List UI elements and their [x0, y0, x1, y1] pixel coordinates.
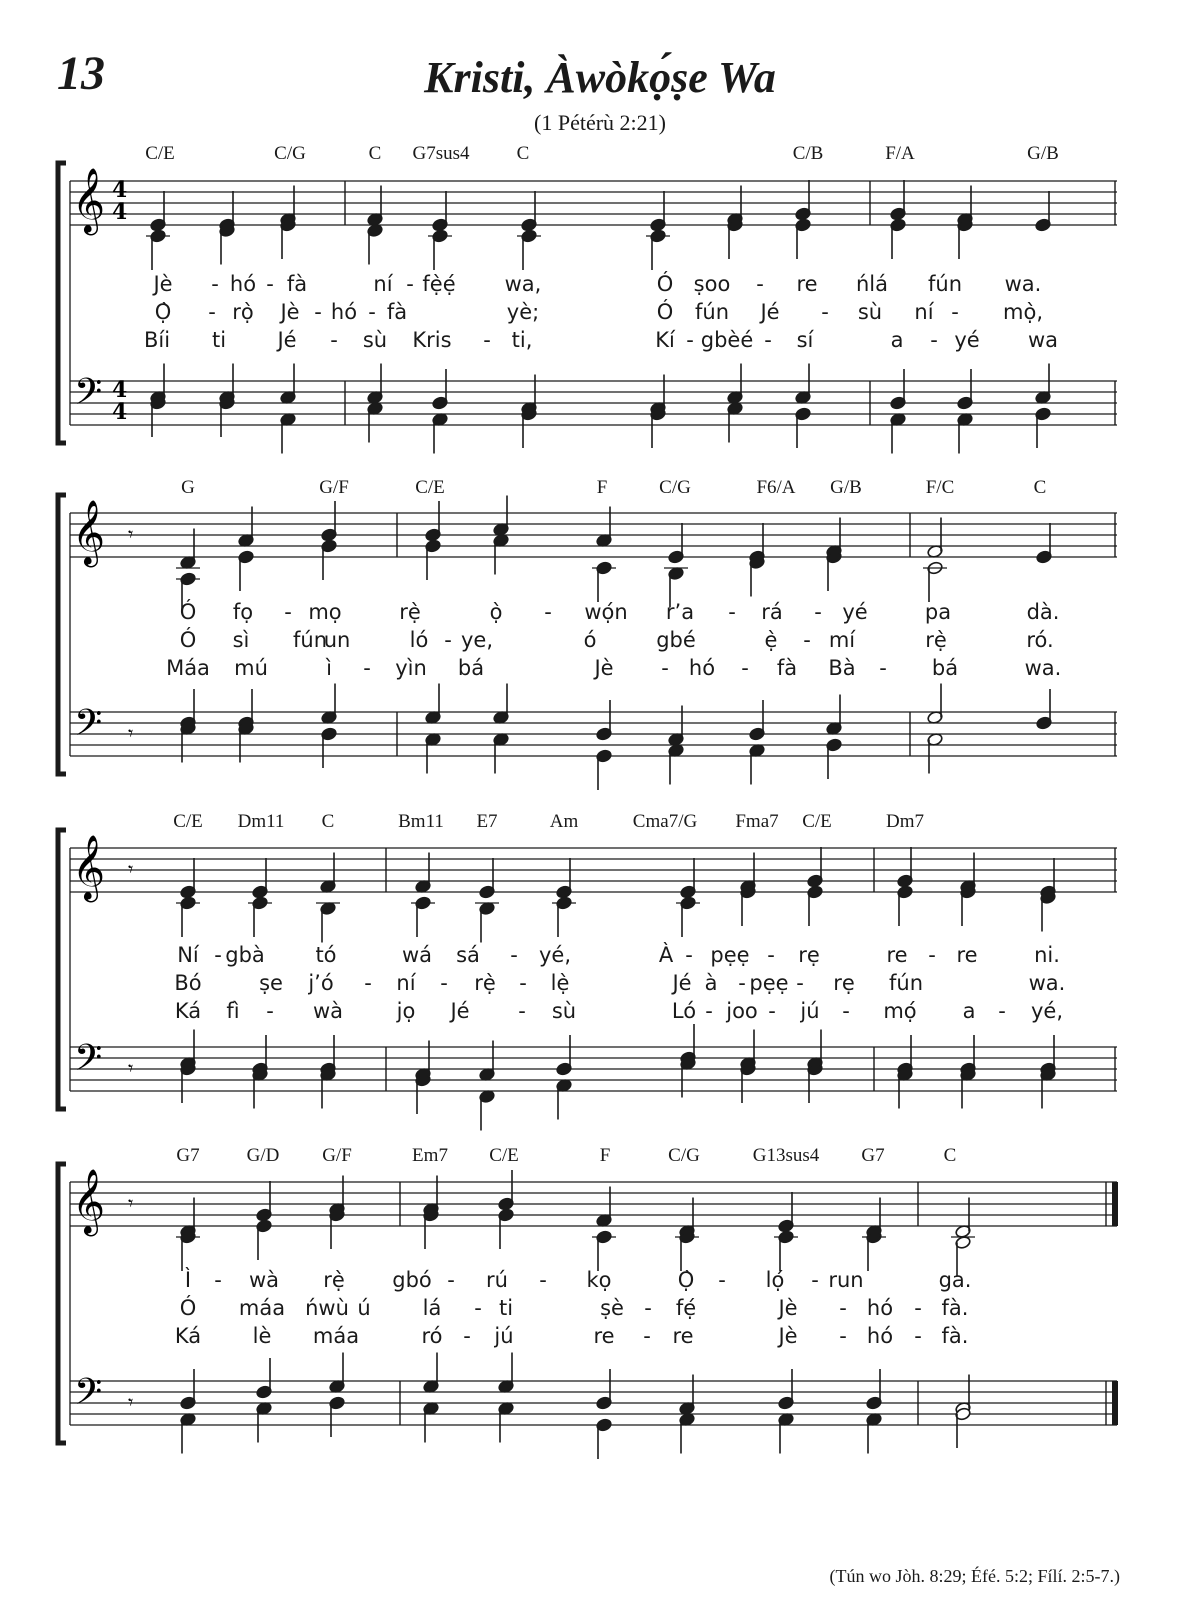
treble-note	[774, 1230, 798, 1244]
lyric-syllable: -	[474, 1296, 482, 1320]
lyric-syllable: -	[767, 943, 775, 967]
lyric-syllable: -	[686, 328, 694, 352]
lyric-syllable: -	[539, 1268, 547, 1292]
lyric-syllable: ló	[409, 628, 429, 652]
lyric-syllable: fà	[776, 656, 798, 680]
lyric-syllable: dà.	[1026, 600, 1060, 624]
lyric-syllable: ú	[357, 1296, 371, 1320]
lyric-syllable: ti	[498, 1296, 514, 1320]
lyric-syllable: un	[323, 628, 351, 652]
lyric-syllable: lọ́	[765, 1268, 785, 1292]
system-bracket	[58, 830, 66, 1109]
treble-note	[176, 1230, 200, 1244]
lyric-syllable: Ká	[174, 999, 202, 1023]
lyric-syllable: -	[214, 1268, 222, 1292]
treble-note	[248, 896, 272, 910]
lyric-syllable: a	[962, 999, 976, 1023]
bass-staff	[70, 1047, 1117, 1091]
lyric-syllable: ní	[396, 971, 416, 995]
treble-note	[664, 566, 688, 580]
lyric-syllable: Jè	[778, 1324, 798, 1348]
lyric-syllable: rẹ̀	[323, 1268, 345, 1292]
time-signature: 4	[112, 199, 128, 225]
chord-symbol: C	[943, 1145, 957, 1166]
bass-clef-icon: 𝄢	[74, 702, 103, 753]
chord-symbol: F6/A	[756, 477, 796, 498]
lyric-syllable: Ọ̀	[154, 300, 172, 324]
lyric-syllable: yìn	[395, 656, 427, 680]
chord-symbol: C/E	[802, 811, 832, 832]
chord-symbol: F/A	[885, 143, 915, 164]
lyric-syllable: -	[879, 656, 887, 680]
lyric-syllable: -	[728, 600, 736, 624]
treble-note	[176, 568, 200, 586]
lyric-syllable: ró.	[1026, 628, 1054, 652]
lyric-syllable: -	[643, 1324, 651, 1348]
treble-note	[176, 896, 200, 910]
lyric-syllable: rẹ	[833, 971, 855, 995]
lyric-syllable: fà.	[941, 1324, 969, 1348]
lyric-syllable: lẹ̀	[550, 971, 570, 995]
chord-symbol: C/E	[415, 477, 445, 498]
lyric-syllable: re	[672, 1324, 694, 1348]
lyric-syllable: Ní	[177, 943, 199, 967]
lyric-syllable: mọ̀,	[1003, 300, 1043, 324]
lyric-syllable: Bíi	[143, 328, 171, 352]
system-bracket	[58, 1164, 66, 1443]
lyric-syllable: lá	[422, 1296, 442, 1320]
lyric-syllable: -	[764, 328, 772, 352]
lyric-syllable: tó	[315, 943, 337, 967]
lyric-syllable: -	[839, 1296, 847, 1320]
chord-symbol: C	[516, 143, 530, 164]
chord-symbol: G/F	[319, 477, 349, 498]
lyric-syllable: -	[364, 971, 372, 995]
scripture-reference: (1 Pétérù 2:21)	[534, 110, 666, 135]
lyric-syllable: ńlá	[855, 272, 889, 296]
lyric-syllable: -	[314, 300, 322, 324]
lyric-syllable: Jè	[153, 272, 173, 296]
lyric-syllable: -	[510, 943, 518, 967]
lyric-syllable: -	[803, 628, 811, 652]
lyric-syllable: sù	[857, 300, 883, 324]
lyric-syllable: r’a	[665, 600, 695, 624]
lyric-syllable: jú	[494, 1324, 514, 1348]
lyric-syllable: Ó	[179, 628, 197, 652]
lyric-syllable: à	[704, 971, 718, 995]
lyric-syllable: Jè	[778, 1296, 798, 1320]
treble-note	[517, 229, 541, 243]
lyric-syllable: máa	[238, 1296, 286, 1320]
lyric-syllable: Jé	[277, 328, 297, 352]
bass-clef-icon: 𝄢	[74, 371, 103, 422]
lyric-syllable: Bà	[828, 656, 856, 680]
lyric-syllable: -	[544, 600, 552, 624]
lyric-syllable: -	[266, 272, 274, 296]
lyric-syllable: fà.	[941, 1296, 969, 1320]
lyric-syllable: rẹ̀	[399, 600, 421, 624]
lyric-syllable: ga.	[938, 1268, 972, 1292]
lyric-syllable: fọ	[232, 600, 254, 624]
lyric-syllable: -	[518, 999, 526, 1023]
lyric-syllable: re	[886, 943, 908, 967]
lyric-syllable: -	[796, 971, 804, 995]
chord-symbol: Dm11	[237, 811, 285, 832]
lyric-syllable: fẹ́	[675, 1296, 697, 1320]
lyric-syllable: fún	[694, 300, 730, 324]
lyric-syllable: fà	[386, 300, 408, 324]
treble-note	[428, 229, 452, 243]
treble-note	[316, 901, 340, 915]
lyric-syllable: re	[593, 1324, 615, 1348]
lyric-syllable: rọ̀	[232, 300, 254, 324]
time-signature: 4	[112, 177, 128, 203]
lyric-syllable: wọ́n	[584, 600, 628, 624]
lyric-syllable: -	[368, 300, 376, 324]
lyric-syllable: Jé	[450, 999, 470, 1023]
chord-symbol: C	[368, 143, 382, 164]
lyric-syllable: mí	[828, 628, 856, 652]
lyric-syllable: -	[483, 328, 491, 352]
lyric-syllable: -	[463, 1324, 471, 1348]
lyric-syllable: wa.	[1004, 272, 1042, 296]
treble-note	[923, 561, 947, 575]
lyric-syllable: ọ̀	[489, 600, 503, 624]
lyric-syllable: -	[951, 300, 959, 324]
lyric-syllable: Jè	[280, 300, 300, 324]
chord-symbol: G/B	[830, 477, 862, 498]
treble-note	[592, 561, 616, 575]
lyric-syllable: mọ́	[883, 999, 917, 1023]
chord-symbol: F/C	[925, 477, 955, 498]
lyric-syllable: wá	[401, 943, 433, 967]
lyric-syllable: -	[998, 999, 1006, 1023]
chord-symbol: C/E	[173, 811, 203, 832]
lyric-syllable: ṣe	[259, 971, 283, 995]
lyric-syllable: yè;	[506, 300, 540, 324]
lyric-syllable: Ó	[179, 1296, 197, 1320]
lyric-syllable: fún	[888, 971, 924, 995]
lyric-syllable: -	[266, 999, 274, 1023]
lyric-syllable: ti,	[511, 328, 533, 352]
eighth-rest-icon: 𝄾	[128, 1390, 134, 1414]
lyric-syllable: -	[363, 656, 371, 680]
lyric-syllable: jú	[800, 999, 820, 1023]
lyric-syllable: fún	[927, 272, 963, 296]
lyric-syllable: Ló	[671, 999, 697, 1023]
lyric-syllable: wà	[312, 999, 344, 1023]
chord-symbol: C/G	[659, 477, 691, 498]
lyric-syllable: Kí	[655, 328, 675, 352]
chord-symbol: C	[321, 811, 335, 832]
lyric-syllable: bá	[457, 656, 485, 680]
lyric-syllable: Kris	[412, 328, 452, 352]
lyric-syllable: ní	[373, 272, 393, 296]
chord-symbol: Am	[549, 811, 579, 832]
lyric-syllable: hó	[229, 272, 257, 296]
lyric-syllable: rú	[486, 1268, 508, 1292]
lyric-syllable: Ọ̀	[677, 1268, 695, 1292]
treble-note	[951, 1235, 975, 1249]
lyric-syllable: fẹ̀ẹ́	[422, 272, 456, 296]
treble-staff	[70, 1182, 1117, 1226]
lyric-syllable: lè	[252, 1324, 272, 1348]
bass-clef-icon: 𝄢	[74, 1371, 103, 1422]
eighth-rest-icon: 𝄾	[128, 522, 134, 546]
lyric-syllable: Máa	[166, 656, 210, 680]
treble-clef-icon: 𝄞	[72, 835, 106, 900]
song-title: Kristi, Àwòkọ́ṣe Wa	[424, 53, 776, 102]
lyric-syllable: -	[330, 328, 338, 352]
lyric-syllable: sí	[796, 328, 814, 352]
lyric-syllable: ti	[211, 328, 227, 352]
lyric-syllable: pẹẹ	[749, 971, 789, 995]
lyric-syllable: Jè	[594, 656, 614, 680]
treble-note	[552, 896, 576, 910]
lyric-syllable: -	[839, 1324, 847, 1348]
bass-clef-icon: 𝄢	[74, 1037, 103, 1088]
lyric-syllable: -	[718, 1268, 726, 1292]
lyric-syllable: joo	[726, 999, 758, 1023]
lyric-syllable: sá	[456, 943, 480, 967]
time-signature: 4	[112, 377, 128, 403]
lyric-syllable: Ó	[179, 600, 197, 624]
chord-symbol: G/D	[246, 1145, 280, 1166]
lyric-syllable: ni.	[1034, 943, 1060, 967]
lyric-syllable: -	[768, 999, 776, 1023]
lyric-syllable: Jé	[672, 971, 692, 995]
lyric-syllable: -	[284, 600, 292, 624]
lyric-syllable: yé,	[538, 943, 572, 967]
treble-note	[146, 229, 170, 243]
lyric-syllable: -	[440, 971, 448, 995]
lyric-syllable: j’ó	[308, 971, 334, 995]
lyric-syllable: hó	[330, 300, 358, 324]
lyric-syllable: gbé	[656, 628, 696, 652]
lyric-syllable: sù	[551, 999, 577, 1023]
chord-symbol: Em7	[412, 1145, 448, 1166]
system-bracket	[58, 163, 66, 443]
lyric-syllable: wà	[248, 1268, 280, 1292]
lyric-syllable: -	[447, 1268, 455, 1292]
lyric-syllable: Ká	[174, 1324, 202, 1348]
eighth-rest-icon: 𝄾	[128, 721, 134, 745]
chord-symbol: G/F	[322, 1145, 352, 1166]
treble-note	[862, 1230, 886, 1244]
lyric-syllable: -	[519, 971, 527, 995]
chord-symbol: Fma7	[735, 811, 779, 832]
chord-symbol: C/E	[145, 143, 175, 164]
lyric-syllable: Ó	[656, 272, 674, 296]
lyric-syllable: -	[211, 272, 219, 296]
lyric-syllable: mọ	[308, 600, 342, 624]
chord-symbol: G/B	[1027, 143, 1059, 164]
lyric-syllable: ó	[583, 628, 597, 652]
lyric-syllable: re	[796, 272, 818, 296]
lyric-syllable: -	[811, 1268, 819, 1292]
chord-symbol: C/G	[668, 1145, 700, 1166]
lyric-syllable: Ó	[656, 300, 674, 324]
lyric-syllable: yé	[842, 600, 868, 624]
lyric-syllable: -	[914, 1296, 922, 1320]
lyric-syllable: pẹẹ	[710, 943, 750, 967]
lyric-syllable: rẹ̀	[474, 971, 496, 995]
lyric-syllable: ní	[914, 300, 934, 324]
lyric-syllable: sì	[232, 628, 250, 652]
chord-symbol: F	[596, 477, 608, 498]
chord-symbol: C/G	[274, 143, 306, 164]
lyric-syllable: sù	[362, 328, 388, 352]
lyric-syllable: -	[705, 999, 713, 1023]
eighth-rest-icon: 𝄾	[128, 1056, 134, 1080]
lyric-syllable: ì	[326, 656, 332, 680]
chord-symbol: G	[181, 477, 195, 498]
song-number: 13	[57, 47, 105, 100]
lyric-syllable: yé,	[1030, 999, 1064, 1023]
lyric-syllable: ńwù	[305, 1296, 349, 1320]
lyric-syllable: rá	[761, 600, 783, 624]
lyric-syllable: a	[890, 328, 904, 352]
lyric-syllable: ró	[421, 1324, 443, 1348]
lyric-syllable: wa.	[1028, 971, 1066, 995]
lyric-syllable: -	[208, 300, 216, 324]
footer-references: (Tún wo Jòh. 8:29; Éfé. 5:2; Fílí. 2:5-7.)	[829, 1566, 1120, 1586]
lyric-syllable: yé	[954, 328, 980, 352]
lyric-syllable: -	[738, 971, 746, 995]
chord-symbol: C/E	[489, 1145, 519, 1166]
lyric-syllable: Jé	[760, 300, 780, 324]
lyric-syllable: -	[814, 600, 822, 624]
lyric-syllable: ṣè	[600, 1296, 624, 1320]
lyric-syllable: -	[444, 628, 452, 652]
lyric-syllable: wa.	[1024, 656, 1062, 680]
treble-clef-icon: 𝄞	[72, 1169, 106, 1234]
chord-symbol: C	[1033, 477, 1047, 498]
lyric-syllable: Ì	[184, 1268, 192, 1292]
treble-note	[411, 896, 435, 910]
lyric-syllable: gbèé	[700, 328, 754, 352]
chord-symbol: Bm11	[398, 811, 444, 832]
treble-note	[475, 901, 499, 915]
lyric-syllable: -	[821, 300, 829, 324]
lyric-syllable: fà	[286, 272, 308, 296]
lyric-syllable: re	[956, 943, 978, 967]
lyric-syllable: -	[914, 1324, 922, 1348]
lyric-syllable: Bó	[174, 971, 202, 995]
lyric-syllable: pa	[924, 600, 952, 624]
treble-note	[675, 1230, 699, 1244]
chord-symbol: F	[599, 1145, 611, 1166]
chord-symbol: G13sus4	[752, 1145, 820, 1166]
lyric-syllable: mú	[234, 656, 268, 680]
lyric-syllable: -	[741, 656, 749, 680]
lyric-syllable: -	[406, 272, 414, 296]
treble-clef-icon: 𝄞	[72, 500, 106, 565]
lyric-syllable: wa	[1027, 328, 1059, 352]
lyric-syllable: gbà	[225, 943, 265, 967]
lyric-syllable: wa,	[504, 272, 542, 296]
lyric-syllable: ṣoo	[693, 272, 731, 296]
lyric-syllable: hó	[866, 1296, 894, 1320]
lyric-syllable: -	[756, 272, 764, 296]
treble-clef-icon: 𝄞	[72, 168, 106, 233]
chord-symbol: Cma7/G	[632, 811, 698, 832]
lyric-syllable: -	[685, 943, 693, 967]
lyric-syllable: máa	[312, 1324, 360, 1348]
eighth-rest-icon: 𝄾	[128, 857, 134, 881]
lyric-syllable: kọ	[586, 1268, 612, 1292]
lyric-syllable: À	[658, 943, 674, 967]
lyric-syllable: run	[828, 1268, 864, 1292]
chord-symbol: C/B	[792, 143, 824, 164]
lyric-syllable: fún	[292, 628, 328, 652]
chord-symbol: G7	[176, 1145, 200, 1166]
lyric-syllable: -	[661, 656, 669, 680]
lyric-syllable: -	[930, 328, 938, 352]
chord-symbol: E7	[476, 811, 498, 832]
bass-staff	[70, 712, 1117, 756]
lyric-syllable: -	[842, 999, 850, 1023]
treble-staff	[70, 513, 1117, 557]
lyric-syllable: hó	[688, 656, 716, 680]
lyric-syllable: -	[928, 943, 936, 967]
lyric-syllable: ye,	[460, 628, 494, 652]
lyric-syllable: hó	[866, 1324, 894, 1348]
treble-note	[646, 229, 670, 243]
lyric-syllable: fì	[226, 999, 240, 1023]
treble-staff	[70, 848, 1117, 892]
time-signature: 4	[112, 399, 128, 425]
lyric-syllable: rẹ	[798, 943, 820, 967]
chord-symbol: G7	[861, 1145, 885, 1166]
system-bracket	[58, 495, 66, 774]
lyric-syllable: bá	[931, 656, 959, 680]
treble-note	[592, 1230, 616, 1244]
lyric-syllable: rẹ̀	[925, 628, 947, 652]
lyric-syllable: ẹ̀	[764, 628, 778, 652]
eighth-rest-icon: 𝄾	[128, 1191, 134, 1215]
lyric-syllable: gbó	[392, 1268, 432, 1292]
lyric-syllable: -	[644, 1296, 652, 1320]
treble-note	[676, 896, 700, 910]
lyric-syllable: jọ	[396, 999, 416, 1023]
chord-symbol: G7sus4	[412, 143, 470, 164]
chord-symbol: Dm7	[886, 811, 924, 832]
lyric-syllable: -	[214, 943, 222, 967]
